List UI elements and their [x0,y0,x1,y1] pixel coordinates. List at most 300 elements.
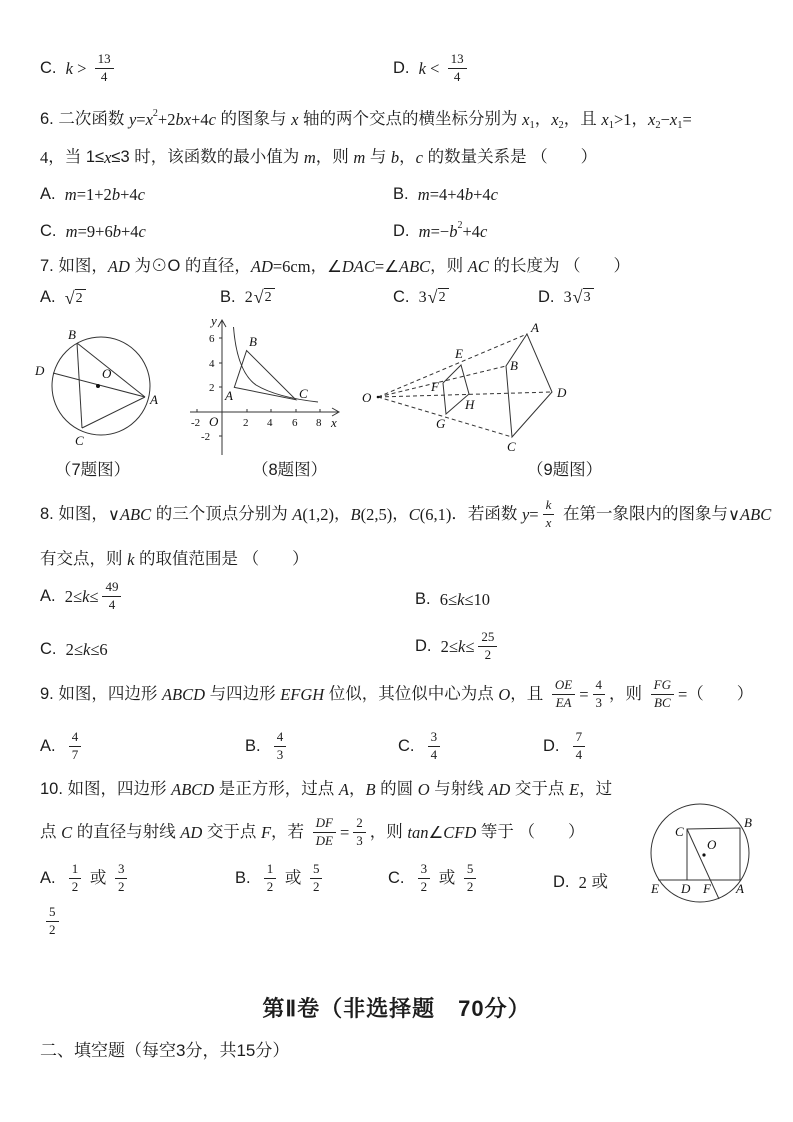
math-variable: c [208,110,216,129]
math-operator: ∨ [107,504,120,524]
label-O: O [362,390,372,405]
math-operator: 2≤ [440,636,458,656]
sqrt-radicand: 2 [438,288,449,305]
figure-7-circle-diagram [30,322,180,462]
math-variable: ABCD [161,684,206,704]
label-E: E [455,346,463,361]
math-variable: b [464,185,474,204]
text-run: B. [415,590,440,608]
ytick-6: 6 [209,333,215,345]
label-B: B [249,334,257,349]
text-run: B. [393,185,418,203]
q7-option-b [220,288,275,308]
math-variable: A [292,504,303,524]
fraction-denominator: 2 [117,878,125,894]
fraction-numerator: 25 [478,630,497,647]
sqrt-sign: √ [572,287,583,308]
fraction [418,862,431,895]
math-operator: = [339,822,350,842]
math-variable: AC [467,257,489,276]
math-variable: AD [107,257,130,276]
fraction-denominator: EA [555,694,572,710]
text-run: 与射线 [429,780,489,798]
fraction-denominator: 2 [420,878,428,894]
math-variable: x [551,110,559,129]
text-run: 交于点 [202,822,261,841]
fraction [428,730,441,763]
fraction-denominator: 3 [356,832,363,848]
fraction-numerator: 4 [274,730,287,747]
label-C: C [675,824,684,839]
fraction [313,816,336,849]
text-run: D. [538,288,564,306]
fraction [310,862,323,895]
ray-OB [378,366,506,397]
label-B: B [744,815,752,830]
math-variable: c [490,185,498,204]
math-operator: (1,2) [302,504,334,524]
math-operator: = [677,684,688,704]
fraction [593,678,606,711]
text-run: D. [553,873,579,891]
fraction [46,905,59,938]
fraction [573,730,586,763]
math-variable: x [601,110,609,129]
q10-text-line-1 [40,780,612,800]
fraction-numerator: k [543,498,555,515]
q5-option-d [393,52,471,85]
text-run: ，当 1≤ [48,148,105,166]
math-variable: ABC [740,504,772,524]
chord-BC [77,343,82,428]
figure-9-homothety-diagram [358,320,658,460]
fraction-denominator: 2 [466,878,474,894]
math-operator: 6≤ [439,590,458,609]
text-run: 交于点 [510,780,569,798]
sqrt-expression [564,288,594,307]
label-H: H [465,397,475,412]
text-run: A. [40,288,65,306]
xtick-6: 6 [292,417,298,429]
math-variable: c [137,185,145,204]
math-variable: m [65,222,78,241]
math-variable: k [418,58,426,78]
figure-9-caption: （9题图） [527,461,603,479]
math-variable: b [112,222,121,241]
fraction [115,862,128,895]
q7-option-a [40,288,86,308]
figure-8-caption: （8题图） [252,461,328,479]
math-operator: ≤ [465,636,475,656]
text-run: ， [348,780,366,798]
math-operator: = [579,684,589,704]
text-run: 与 [365,148,391,166]
math-variable: AD [180,822,203,842]
text-run: B. [245,736,270,755]
text-run: ， [392,504,409,523]
math-operator: 2≤ [64,586,83,606]
sqrt-coefficient: 3 [418,289,427,307]
math-variable: x [648,110,656,129]
figure-10-circle-square-diagram [645,783,793,945]
text-run: 10. 如图，四边形 [40,780,172,798]
text-run: 等于 （ ） [476,822,585,841]
math-operator: =1+2 [76,185,112,204]
fraction-denominator: 4 [430,746,438,762]
fraction [264,862,277,895]
text-run: 轴的两个交点的横坐标分别为 [298,110,523,128]
fraction [651,678,674,711]
sqrt-sign: √ [427,287,438,308]
label-A: A [531,320,539,335]
text-run: C. [40,640,66,658]
math-variable: AD [250,257,273,276]
center-dot [96,384,100,388]
label-C: C [75,433,84,448]
label-A: A [736,881,744,896]
origin-label: O [209,414,219,429]
text-run: ， [310,257,328,275]
square-CBAD [687,828,740,880]
fraction-denominator: 3 [276,746,284,762]
ytick-4: 4 [209,358,215,370]
math-variable: B [365,780,376,799]
label-D: D [35,363,45,378]
math-operator: 2≤ [65,640,83,659]
math-variable: DAC [341,257,375,276]
math-variable: b [449,222,458,241]
text-run: 或 [85,868,111,887]
q7-option-c [393,288,449,308]
q10-option-c [388,862,480,895]
math-operator: +4 [462,222,481,241]
xtick-4: 4 [267,417,273,429]
fraction-denominator: 2 [312,878,320,894]
q8-option-b [415,590,490,610]
text-run: B. [235,868,260,887]
label-D: D [557,385,567,400]
text-run: D. [415,636,441,655]
text-run: ，若 [271,822,309,841]
text-run: ，过 [579,780,613,798]
text-run: 的三个顶点分别为 [151,504,293,523]
q6-option-d [393,222,487,242]
text-run: 是正方形，过点 [214,780,339,798]
label-B: B [510,358,518,373]
math-variable: bx [175,110,192,129]
fraction-numerator: 4 [69,730,82,747]
text-run: 7. 如图， [40,257,108,275]
subscript: 2 [558,120,564,132]
math-operator: ∠ [327,257,342,276]
fraction [353,816,366,849]
text-run: ．若函数 [451,504,522,523]
label-F: F [703,881,711,896]
fraction-denominator: 4 [453,68,461,84]
math-variable: x [669,110,678,129]
label-A: A [150,392,158,407]
text-run: A. [40,736,65,755]
text-run: 的图象与 [215,110,292,128]
point-O [377,396,380,399]
math-operator: +4 [120,222,139,241]
q9-option-c [398,730,444,763]
math-operator: +4 [191,110,209,129]
math-variable: k [457,636,466,656]
x-axis-label: x [331,415,337,430]
text-run: （ ） [687,684,754,703]
sqrt-coefficient: 2 [244,289,253,307]
text-run: ， [631,110,648,128]
label-D: D [681,881,691,896]
fraction [69,730,82,763]
math-variable: x [104,148,112,167]
math-variable: x [291,110,299,129]
q5-option-c [40,52,118,85]
q10-option-b [235,862,326,895]
text-run: 9. 如图，四边形 [40,684,162,703]
math-operator: − [660,110,670,129]
q7-option-d [538,288,594,308]
math-operator: ≤6 [90,640,108,659]
text-run: 或 [586,873,609,891]
math-variable: A [338,780,349,799]
math-operator: ≤10 [464,590,490,609]
math-variable: m [64,185,77,204]
superscript: 2 [457,220,463,231]
math-variable: x [145,110,153,129]
fraction-numerator: 1 [69,862,82,879]
figure-7-caption: （7题图） [55,461,131,479]
math-operator: ∠ [428,822,444,842]
label-G: G [436,416,446,431]
math-operator: =∠ [374,257,399,276]
math-variable: y [521,504,530,524]
math-operator: +4 [120,185,138,204]
text-run: A. [40,586,65,605]
math-variable: m [353,148,366,167]
q8-option-c [40,640,108,660]
text-run: C. [40,58,66,77]
text-run: A. [40,868,65,887]
fraction-denominator: 4 [108,596,116,612]
fraction-denominator: 4 [575,746,583,762]
text-run: ，且 [563,110,602,128]
q7-text-line [40,257,630,277]
fraction [478,630,497,663]
text-run: D. [393,58,419,77]
text-run: 6. 二次函数 [40,110,129,128]
q10-option-a [40,862,131,895]
math-operator: = [136,110,146,129]
text-run: ， [534,110,552,128]
subscript: 1 [677,120,683,132]
fraction [448,52,467,85]
math-variable: c [138,222,146,241]
fraction-numerator: 5 [310,862,323,879]
text-run: A. [40,185,65,203]
fraction-numerator: 3 [418,862,431,879]
text-run: C. [393,288,419,306]
q6-text-line-2 [40,148,597,168]
text-run: 为⊙O 的直径， [129,257,251,275]
math-variable: y [128,110,137,129]
fraction-numerator: 13 [95,52,114,69]
q6-option-b [393,185,498,205]
fraction [274,730,287,763]
math-variable: EFGH [280,684,325,704]
ray-OA [378,334,527,397]
math-operator: ∨ [727,504,741,524]
subscript: 1 [529,120,535,132]
math-variable: b [111,185,121,204]
text-run: 或 [280,868,306,887]
superscript: 2 [152,108,158,119]
text-run: 在第一象限内的图象与 [558,504,728,523]
text-run: 的圆 [375,780,418,798]
fraction-numerator: 5 [464,862,477,879]
text-run: D. [543,736,569,755]
fraction-numerator: 4 [593,678,606,695]
xtick-2: 2 [243,417,249,429]
fraction-denominator: BC [654,694,671,710]
fraction [69,862,82,895]
fraction-denominator: 7 [71,746,79,762]
fraction-denominator: 3 [595,694,603,710]
label-O: O [707,837,717,852]
sqrt-radicand: 3 [583,288,594,305]
math-variable: m [418,222,431,241]
math-operator: >1 [613,110,632,129]
fraction [464,862,477,895]
text-run: 位似，其位似中心为点 [324,684,499,703]
label-B: B [68,327,76,342]
math-variable: E [569,780,580,799]
text-run: 与四边形 [205,684,281,703]
text-run: B. [220,288,245,306]
text-run: 的长度为 （ ） [488,257,631,275]
math-variable: k [82,640,91,659]
xtick-neg2: -2 [191,417,201,429]
fraction-numerator: 2 [353,816,366,833]
math-variable: m [303,148,316,167]
math-operator: > [73,58,91,78]
fraction [102,580,121,613]
math-variable: m [417,185,430,204]
text-run: C. [398,736,424,755]
text-run: ， [334,504,351,523]
math-operator: = [529,504,539,524]
math-variable: C [61,822,73,842]
sqrt-expression [245,288,275,307]
q8-text-line-1 [40,498,771,531]
chord-CA [82,397,145,428]
text-run: 的数量关系是 （ ） [423,148,598,166]
label-O: O [102,366,112,381]
center-dot [702,853,705,856]
fraction-numerator: 7 [573,730,586,747]
text-run: ，则 [315,148,354,166]
math-operator: = [682,110,692,129]
math-variable: k [127,550,135,569]
label-C: C [299,386,308,401]
fraction-denominator: 2 [71,878,79,894]
text-run: 的取值范围是 （ ） [134,550,309,568]
fraction-numerator: 13 [448,52,467,69]
ytick-neg2: -2 [201,431,211,443]
fraction-numerator: FG [651,678,674,695]
fraction-numerator: 5 [46,905,59,922]
sqrt-expression [65,289,86,307]
subscript: 2 [655,120,661,132]
fraction-denominator: 2 [266,878,274,894]
math-variable: ABC [399,257,431,276]
triangle-ABC [234,351,295,400]
fraction [543,498,555,531]
label-F: F [431,379,439,394]
fraction [95,52,114,85]
label-C: C [507,439,516,454]
math-variable: x [522,110,530,129]
text-run: C. [40,222,66,240]
q8-option-a [40,580,125,613]
math-variable: c [480,222,488,241]
sqrt-radicand: 2 [264,288,275,305]
math-variable: k [457,590,465,609]
math-variable: F [260,822,272,842]
text-run: 8. 如图， [40,504,108,523]
math-variable: O [498,684,511,704]
q9-option-b [245,730,290,763]
q10-text-line-2 [40,816,584,849]
text-run: ， [399,148,416,166]
fraction-denominator: x [545,514,552,530]
sqrt-radicand: 2 [75,289,86,306]
text-run: 有交点，则 [40,550,128,568]
text-run: D. [393,222,419,240]
fraction [552,678,575,711]
math-operator: =6cm [272,257,311,276]
q10-option-d [553,873,608,893]
fraction-numerator: OE [552,678,575,695]
math-variable: c [415,148,423,167]
q6-text-line-1 [40,110,692,130]
math-operator: ≤ [89,586,99,606]
text-run: ，则 [430,257,468,275]
fraction-denominator: 2 [484,646,492,662]
xtick-8: 8 [316,417,322,429]
label-A: A [225,388,233,403]
fraction-numerator: 49 [102,580,121,597]
math-variable: O [417,780,430,799]
sqrt-sign: √ [64,287,75,308]
fraction-numerator: 3 [115,862,128,879]
fraction-numerator: 3 [428,730,441,747]
quad-ABCD [506,334,552,437]
text-run: ，则 [609,684,647,703]
math-variable: B [350,504,361,524]
q9-option-d [543,730,589,763]
subscript: 1 [608,120,614,132]
text-run: 的直径与射线 [72,822,181,841]
math-operator: 2 [578,873,587,892]
math-variable: tan [407,822,429,842]
math-operator: =− [430,222,450,241]
q8-text-line-2 [40,550,309,570]
ytick-2: 2 [209,382,215,394]
math-variable: ABC [119,504,152,524]
math-variable: C [408,504,420,524]
